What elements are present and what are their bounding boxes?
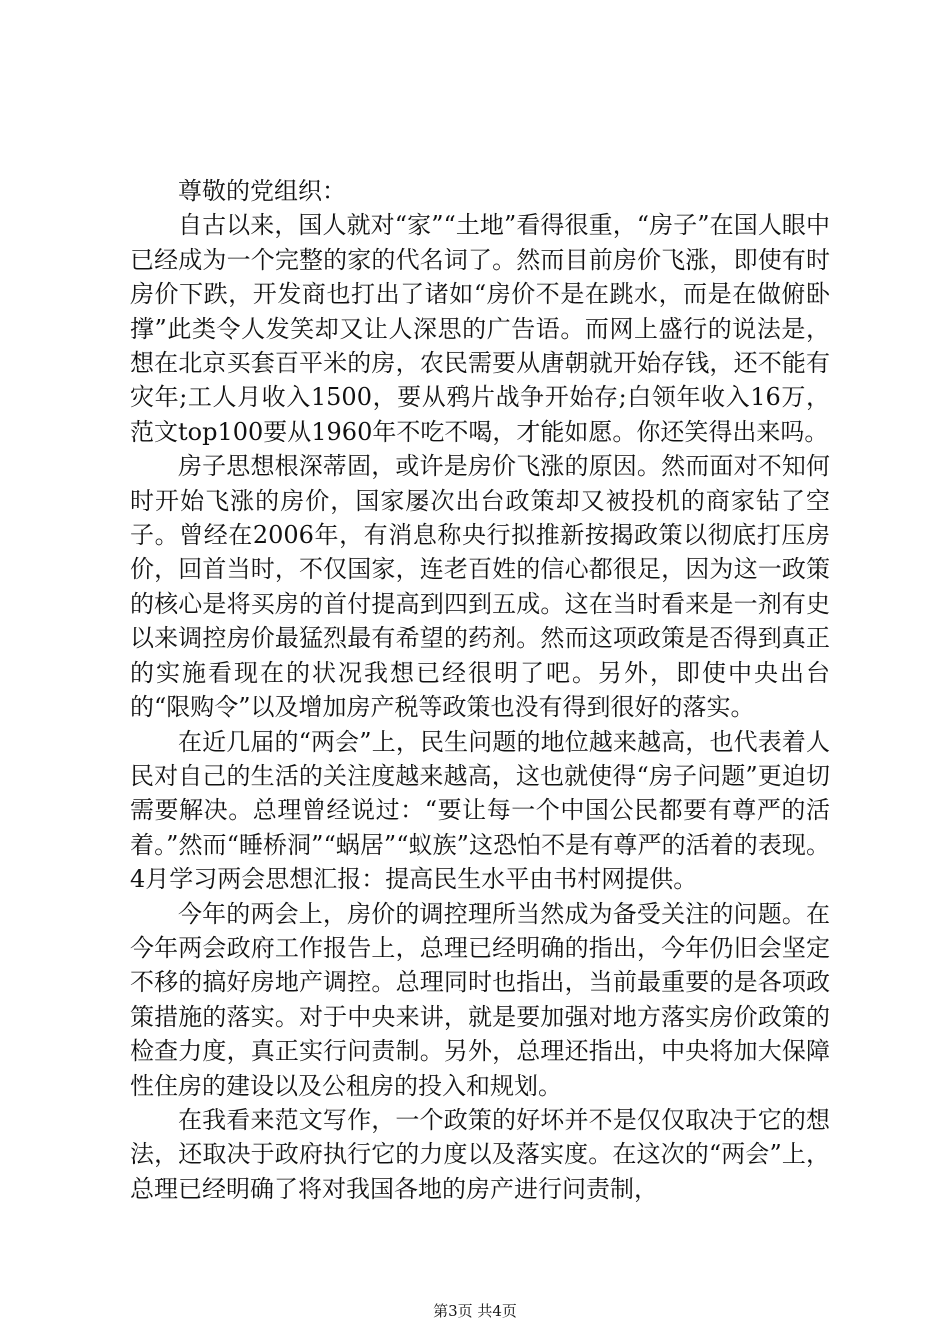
paragraph-1: 自古以来，国人就对“家”“土地”看得很重，“房子”在国人眼中已经成为一个完整的家的代名词了。然而目前房价飞涨，即使有时房价下跌，开发商也打出了诸如“房价不是在跳水，而是在做俯卧撑”此类令人发笑却又让人深思的广告语。而网上盛行的说法是，想在北京买套百平米的房，农民需要从唐朝就开始存钱，还不能有灾年;工人月收入1500，要从鸦片战争开始存;白领年收入16万，范文top100要从1960年不吃不喝，才能如愿。你还笑得出来吗。 xyxy=(130,211,830,446)
document-body xyxy=(130,174,830,1206)
salutation: 尊敬的党组织： xyxy=(178,177,346,205)
paragraph-3: 在近几届的“两会”上，民生问题的地位越来越高，也代表着人民对自己的生活的关注度越来越高，这也就使得“房子问题”更迫切需要解决。总理曾经说过：“要让每一个中国公民都要有尊严的活着。”然而“睡桥洞”“蜗居”“蚁族”这恐怕不是有尊严的活着的表现。4月学习两会思想汇报：提高民生水平由书村网提供。 xyxy=(130,727,830,894)
paragraph-5: 在我看来范文写作，一个政策的好坏并不是仅仅取决于它的想法，还取决于政府执行它的力度以及落实度。在这次的“两会”上，总理已经明确了将对我国各地的房产进行问责制， xyxy=(130,1105,830,1203)
paragraph-2: 房子思想根深蒂固，或许是房价飞涨的原因。然而面对不知何时开始飞涨的房价，国家屡次出台政策却又被投机的商家钻了空子。曾经在2006年，有消息称央行拟推新按揭政策以彻底打压房价，回首当时，不仅国家，连老百姓的信心都很足，因为这一政策的核心是将买房的首付提高到四到五成。这在当时看来是一剂有史以来调控房价最猛烈最有希望的药剂。然而这项政策是否得到真正的实施看现在的状况我想已经很明了吧。另外，即使中央出台的“限购令”以及增加房产税等政策也没有得到很好的落实。 xyxy=(130,452,830,722)
page-number-footer: 第3页 共4页 xyxy=(433,1302,517,1320)
paragraph-4: 今年的两会上，房价的调控理所当然成为备受关注的问题。在今年两会政府工作报告上，总理已经明确的指出，今年仍旧会坚定不移的搞好房地产调控。总理同时也指出，当前最重要的是各项政策措施的落实。对于中央来讲，就是要加强对地方落实房价政策的检查力度，真正实行问责制。另外，总理还指出，中央将加大保障性住房的建设以及公租房的投入和规划。 xyxy=(130,899,830,1100)
